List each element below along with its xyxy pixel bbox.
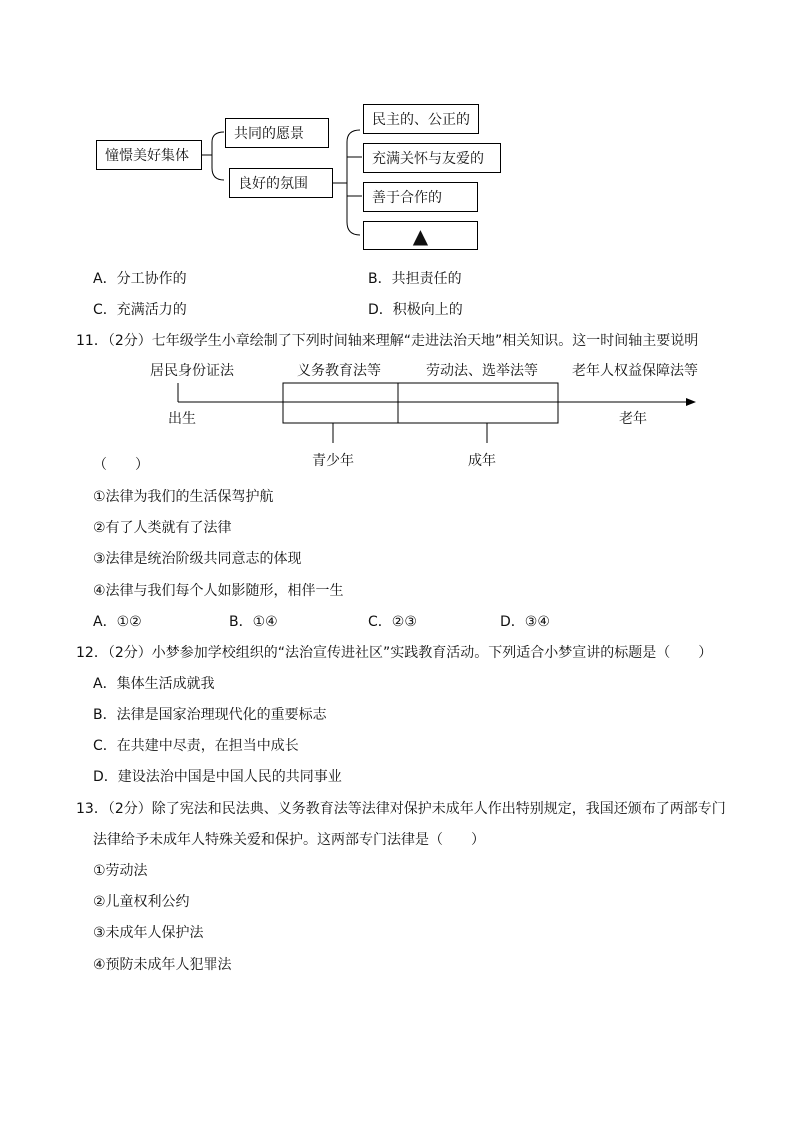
q11-answer-paren: （ ） <box>93 457 149 473</box>
mindmap-branch-vision: 共同的愿景 <box>225 118 329 148</box>
mindmap-leaf-democratic: 民主的、公正的 <box>363 104 479 134</box>
timeline-label-adult: 成年 <box>468 453 496 469</box>
q13-statement-2: ②儿童权利公约 <box>93 894 190 910</box>
q11-statement-3: ③法律是统治阶级共同意志的体现 <box>93 551 302 567</box>
timeline-label-birth: 出生 <box>168 411 196 427</box>
mindmap-leaf-caring: 充满关怀与友爱的 <box>363 143 501 173</box>
q10-option-d[interactable]: D．积极向上的 <box>368 302 463 318</box>
q12-option-c[interactable]: C．在共建中尽责，在担当中成长 <box>93 738 299 754</box>
q13-statement-4: ④预防未成年人犯罪法 <box>93 957 232 973</box>
q12-option-d[interactable]: D．建设法治中国是中国人民的共同事业 <box>93 769 342 785</box>
q10-option-b[interactable]: B．共担责任的 <box>368 271 462 287</box>
q11-statement-4: ④法律与我们每个人如影随形，相伴一生 <box>93 583 344 599</box>
q13-statement-3: ③未成年人保护法 <box>93 925 204 941</box>
q11-statement-1: ①法律为我们的生活保驾护航 <box>93 489 274 505</box>
q11-statement-2: ②有了人类就有了法律 <box>93 520 232 536</box>
q12-stem: 12．（2分）小梦参加学校组织的“法治宣传进社区”实践教育活动。下列适合小梦宣讲的标题是（ ） <box>76 645 713 661</box>
q13-statement-1: ①劳动法 <box>93 863 148 879</box>
mindmap-branch-atmosphere: 良好的氛围 <box>229 168 333 198</box>
q10-option-a[interactable]: A．分工协作的 <box>93 271 187 287</box>
q13-stem-line2: 法律给予未成年人特殊关爱和保护。这两部专门法律是（ ） <box>93 832 485 848</box>
q12-option-b[interactable]: B．法律是国家治理现代化的重要标志 <box>93 707 327 723</box>
q11-option-c[interactable]: C．②③ <box>368 614 417 630</box>
q11-stem: 11．（2分）七年级学生小章绘制了下列时间轴来理解“走进法治天地”相关知识。这一时间轴主要说明 <box>76 333 699 349</box>
mindmap-leaf-cooperative: 善于合作的 <box>363 182 478 212</box>
timeline-label-labor-law: 劳动法、选举法等 <box>426 363 538 379</box>
q12-option-a[interactable]: A．集体生活成就我 <box>93 676 215 692</box>
timeline-label-elderly-law: 老年人权益保障法等 <box>572 363 698 379</box>
q11-option-b[interactable]: B．①④ <box>229 614 278 630</box>
timeline-label-education-law: 义务教育法等 <box>297 363 381 379</box>
q13-stem-line1: 13．（2分）除了宪法和民法典、义务教育法等法律对保护未成年人作出特别规定，我国还颁布了两部专门 <box>76 801 726 817</box>
q11-option-a[interactable]: A．①② <box>93 614 142 630</box>
timeline-label-id-card-law: 居民身份证法 <box>150 363 234 379</box>
timeline-label-old-age: 老年 <box>619 411 647 427</box>
q11-option-d[interactable]: D．③④ <box>500 614 550 630</box>
blank-triangle-icon: ▲ <box>412 223 429 248</box>
mindmap-root: 憧憬美好集体 <box>96 140 202 170</box>
q10-option-c[interactable]: C．充满活力的 <box>93 302 187 318</box>
timeline-label-youth: 青少年 <box>312 453 354 469</box>
